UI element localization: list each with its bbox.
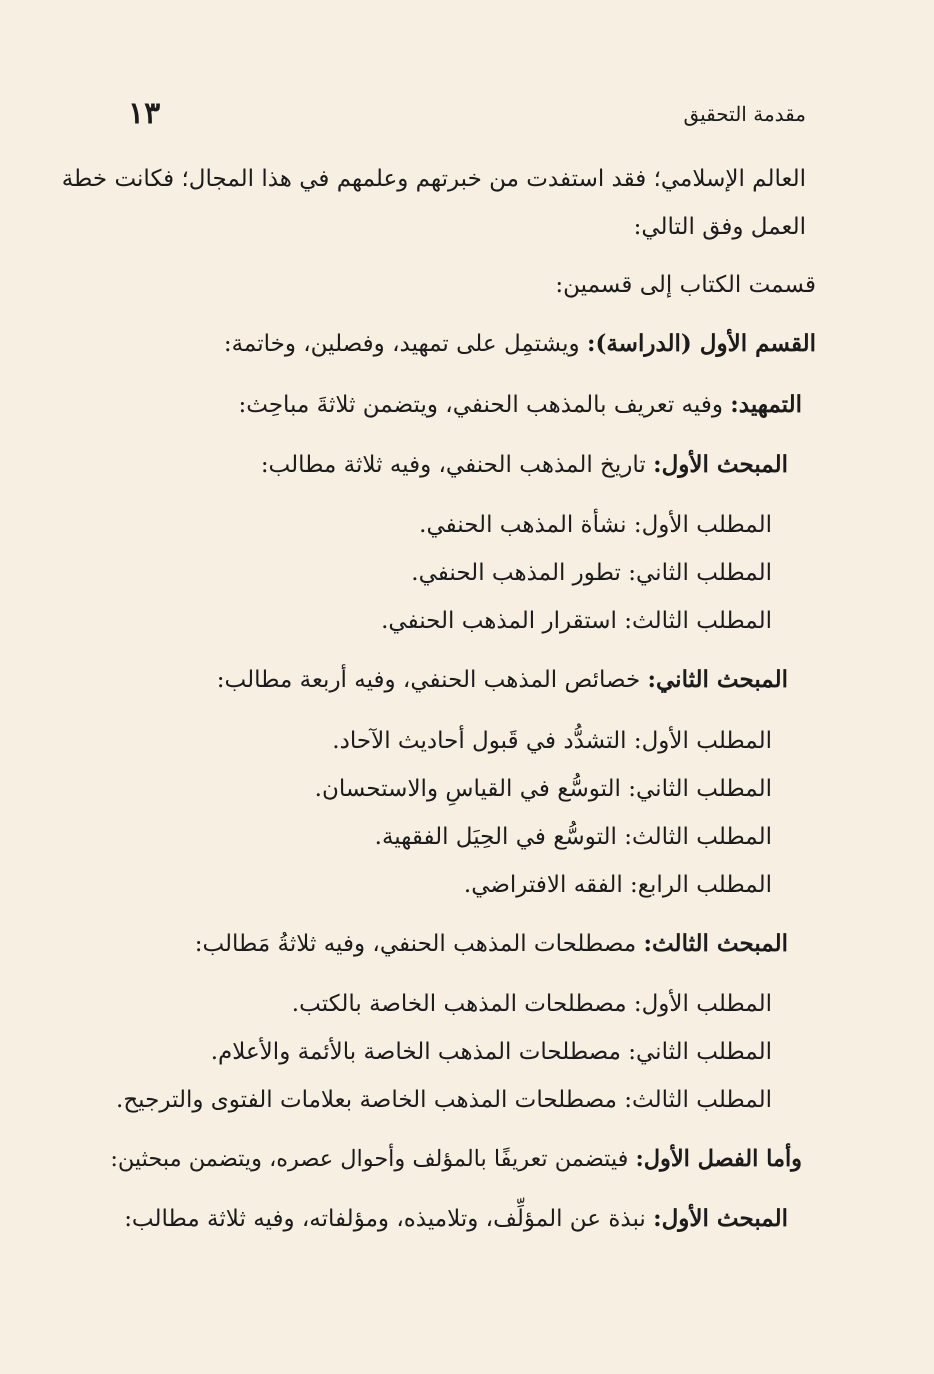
part-one-label: القسم الأول (الدراسة): xyxy=(586,330,816,357)
intro-line-2: العمل وفق التالي: xyxy=(633,214,806,240)
mabhath-2-item-2: المطلب الثاني: التوسُّع في القياسِ والاستحسان. xyxy=(314,776,772,802)
mabhath-3-item-3: المطلب الثالث: مصطلحات المذهب الخاصة بعلامات الفتوى والترجيح. xyxy=(116,1087,772,1113)
division-line: قسمت الكتاب إلى قسمين: xyxy=(555,272,816,298)
mabhath-2-label: المبحث الثاني: xyxy=(647,666,788,693)
mabhath-1-text: تاريخ المذهب الحنفي، وفيه ثلاثة مطالب: xyxy=(260,452,654,478)
mabhath-2-heading xyxy=(217,663,788,697)
mabhath-3-item-2: المطلب الثاني: مصطلحات المذهب الخاصة بالأئمة والأعلام. xyxy=(210,1039,772,1065)
fasl-1-mabhath-1-text: نبذة عن المؤلِّف، وتلاميذه، ومؤلفاته، وفيه ثلاثة مطالب: xyxy=(124,1206,654,1232)
mabhath-3-text: مصطلحات المذهب الحنفي، وفيه ثلاثةُ مَطالب: xyxy=(194,931,644,957)
mabhath-1-item-1: المطلب الأول: نشأة المذهب الحنفي. xyxy=(419,512,772,538)
mabhath-2-text: خصائص المذهب الحنفي، وفيه أربعة مطالب: xyxy=(216,667,648,693)
tamheed-heading xyxy=(239,388,803,422)
part-one-text: ويشتمِل على تمهيد، وفصلين، وخاتمة: xyxy=(223,331,587,357)
tamheed-text: وفيه تعريف بالمذهب الحنفي، ويتضمن ثلاثةَ مباحِث: xyxy=(238,392,731,418)
fasl-1-text: فيتضمن تعريفًا بالمؤلف وأحوال عصره، ويتضمن مبحثين: xyxy=(110,1146,636,1172)
fasl-1-mabhath-1-label: المبحث الأول: xyxy=(653,1205,788,1232)
fasl-1-label: وأما الفصل الأول: xyxy=(635,1146,802,1172)
part-one-heading xyxy=(224,327,816,361)
mabhath-1-item-2: المطلب الثاني: تطور المذهب الحنفي. xyxy=(411,560,772,586)
running-head: مقدمة التحقيق xyxy=(683,102,806,126)
mabhath-1-item-3: المطلب الثالث: استقرار المذهب الحنفي. xyxy=(381,608,772,634)
mabhath-2-item-1: المطلب الأول: التشدُّد في قَبول أحاديث الآحاد. xyxy=(332,728,772,754)
mabhath-1-heading xyxy=(261,448,788,482)
mabhath-1-label: المبحث الأول: xyxy=(653,451,788,478)
mabhath-3-heading xyxy=(195,927,788,961)
mabhath-2-item-3: المطلب الثالث: التوسُّع في الحِيَل الفقهية. xyxy=(374,824,772,850)
tamheed-label: التمهيد: xyxy=(730,391,802,418)
page-header xyxy=(128,96,806,136)
intro-line-1: العالم الإسلامي؛ فقد استفدت من خبرتهم وعلمهم في هذا المجال؛ فكانت خطة xyxy=(61,166,806,192)
fasl-1-mabhath-1-heading xyxy=(124,1202,788,1236)
fasl-1-heading xyxy=(110,1142,802,1176)
mabhath-3-label: المبحث الثالث: xyxy=(643,930,788,957)
page-number: ١٣ xyxy=(128,96,161,131)
mabhath-3-item-1: المطلب الأول: مصطلحات المذهب الخاصة بالكتب. xyxy=(291,991,772,1017)
mabhath-2-item-4: المطلب الرابع: الفقه الافتراضي. xyxy=(463,872,772,898)
